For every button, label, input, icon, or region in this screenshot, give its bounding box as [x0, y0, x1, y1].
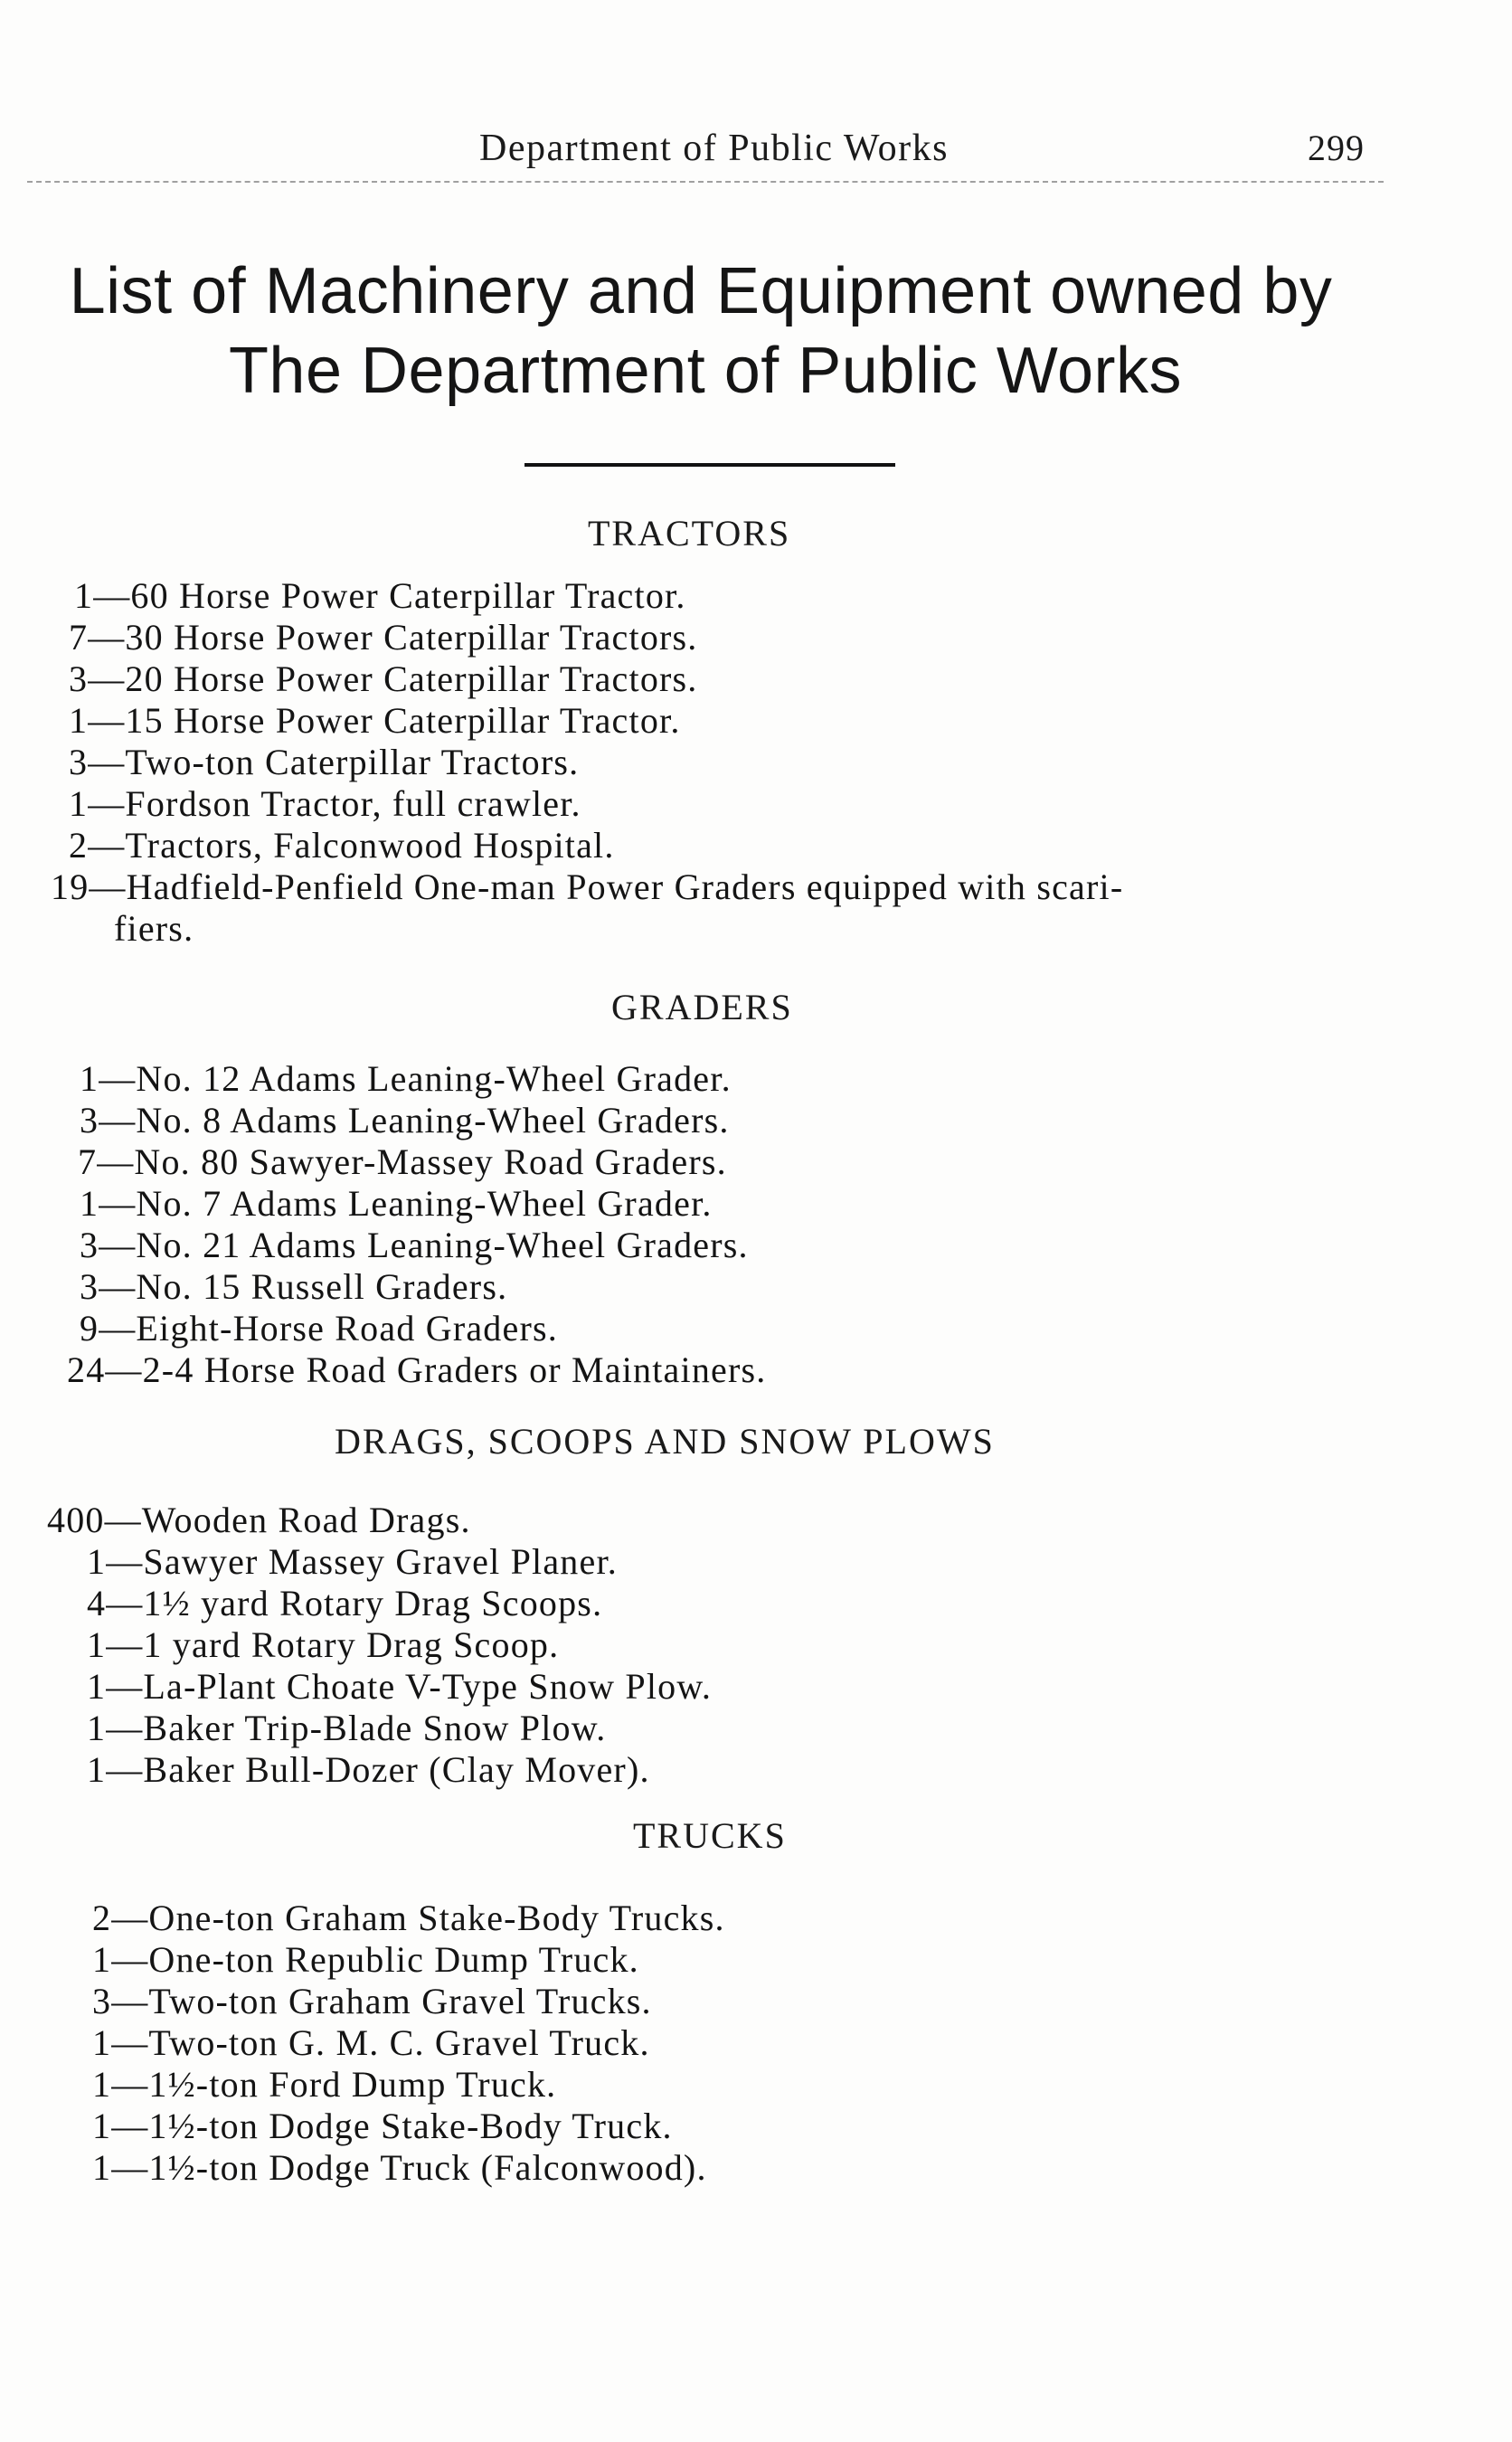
list-item: 1—Two-ton G. M. C. Gravel Truck.	[92, 2022, 650, 2063]
section-heading-graders: GRADERS	[611, 987, 793, 1027]
list-item: 24—2-4 Horse Road Graders or Maintainers.	[67, 1349, 767, 1390]
list-item: 1—No. 7 Adams Leaning-Wheel Grader.	[80, 1183, 713, 1224]
list-item: 2—One-ton Graham Stake-Body Trucks.	[92, 1898, 725, 1938]
list-item-continuation: fiers.	[114, 908, 194, 949]
list-item: 3—No. 8 Adams Leaning-Wheel Graders.	[80, 1100, 730, 1141]
list-item: 1—No. 12 Adams Leaning-Wheel Grader.	[80, 1058, 732, 1099]
list-item: 1—La-Plant Choate V-Type Snow Plow.	[87, 1666, 713, 1707]
running-head	[0, 127, 1512, 181]
list-item: 1—Baker Bull-Dozer (Clay Mover).	[87, 1749, 650, 1790]
list-item: 7—No. 80 Sawyer-Massey Road Graders.	[78, 1141, 727, 1182]
section-heading-drags-scoops-snow-plows: DRAGS, SCOOPS AND SNOW PLOWS	[335, 1421, 995, 1462]
list-item: 400—Wooden Road Drags.	[47, 1500, 471, 1540]
header-rule	[27, 181, 1384, 183]
page-title-line-1: List of Machinery and Equipment owned by	[69, 255, 1333, 327]
list-item: 1—Sawyer Massey Gravel Planer.	[87, 1541, 618, 1582]
page-number: 299	[1308, 128, 1365, 168]
page-title	[0, 251, 1375, 411]
title-rule	[524, 463, 895, 467]
list-item: 3—Two-ton Caterpillar Tractors.	[69, 742, 580, 782]
list-item: 4—1½ yard Rotary Drag Scoops.	[87, 1583, 603, 1623]
list-item: 3—No. 15 Russell Graders.	[80, 1266, 508, 1307]
list-item: 7—30 Horse Power Caterpillar Tractors.	[69, 617, 698, 658]
list-item: 3—No. 21 Adams Leaning-Wheel Graders.	[80, 1225, 749, 1265]
list-item: 1—60 Horse Power Caterpillar Tractor.	[74, 575, 686, 616]
list-item: 1—1½-ton Ford Dump Truck.	[92, 2064, 557, 2105]
list-item: 1—1½-ton Dodge Stake-Body Truck.	[92, 2106, 673, 2146]
list-item: 1—1 yard Rotary Drag Scoop.	[87, 1624, 560, 1665]
list-item: 3—20 Horse Power Caterpillar Tractors.	[69, 658, 698, 699]
section-heading-trucks: TRUCKS	[633, 1815, 787, 1856]
list-item: 1—Baker Trip-Blade Snow Plow.	[87, 1708, 607, 1748]
running-title: Department of Public Works	[479, 128, 949, 169]
list-item: 19—Hadfield-Penfield One-man Power Graders equipped with scari-	[51, 866, 1124, 907]
list-item: 1—1½-ton Dodge Truck (Falconwood).	[92, 2147, 707, 2188]
list-item: 1—One-ton Republic Dump Truck.	[92, 1939, 639, 1980]
section-heading-tractors: TRACTORS	[588, 513, 791, 554]
list-item: 1—15 Horse Power Caterpillar Tractor.	[69, 700, 681, 741]
list-item: 3—Two-ton Graham Gravel Trucks.	[92, 1981, 652, 2021]
list-item: 1—Fordson Tractor, full crawler.	[69, 783, 581, 824]
list-item: 2—Tractors, Falconwood Hospital.	[69, 825, 615, 866]
page-title-line-2: The Department of Public Works	[228, 335, 1183, 407]
list-item: 9—Eight-Horse Road Graders.	[80, 1308, 558, 1349]
